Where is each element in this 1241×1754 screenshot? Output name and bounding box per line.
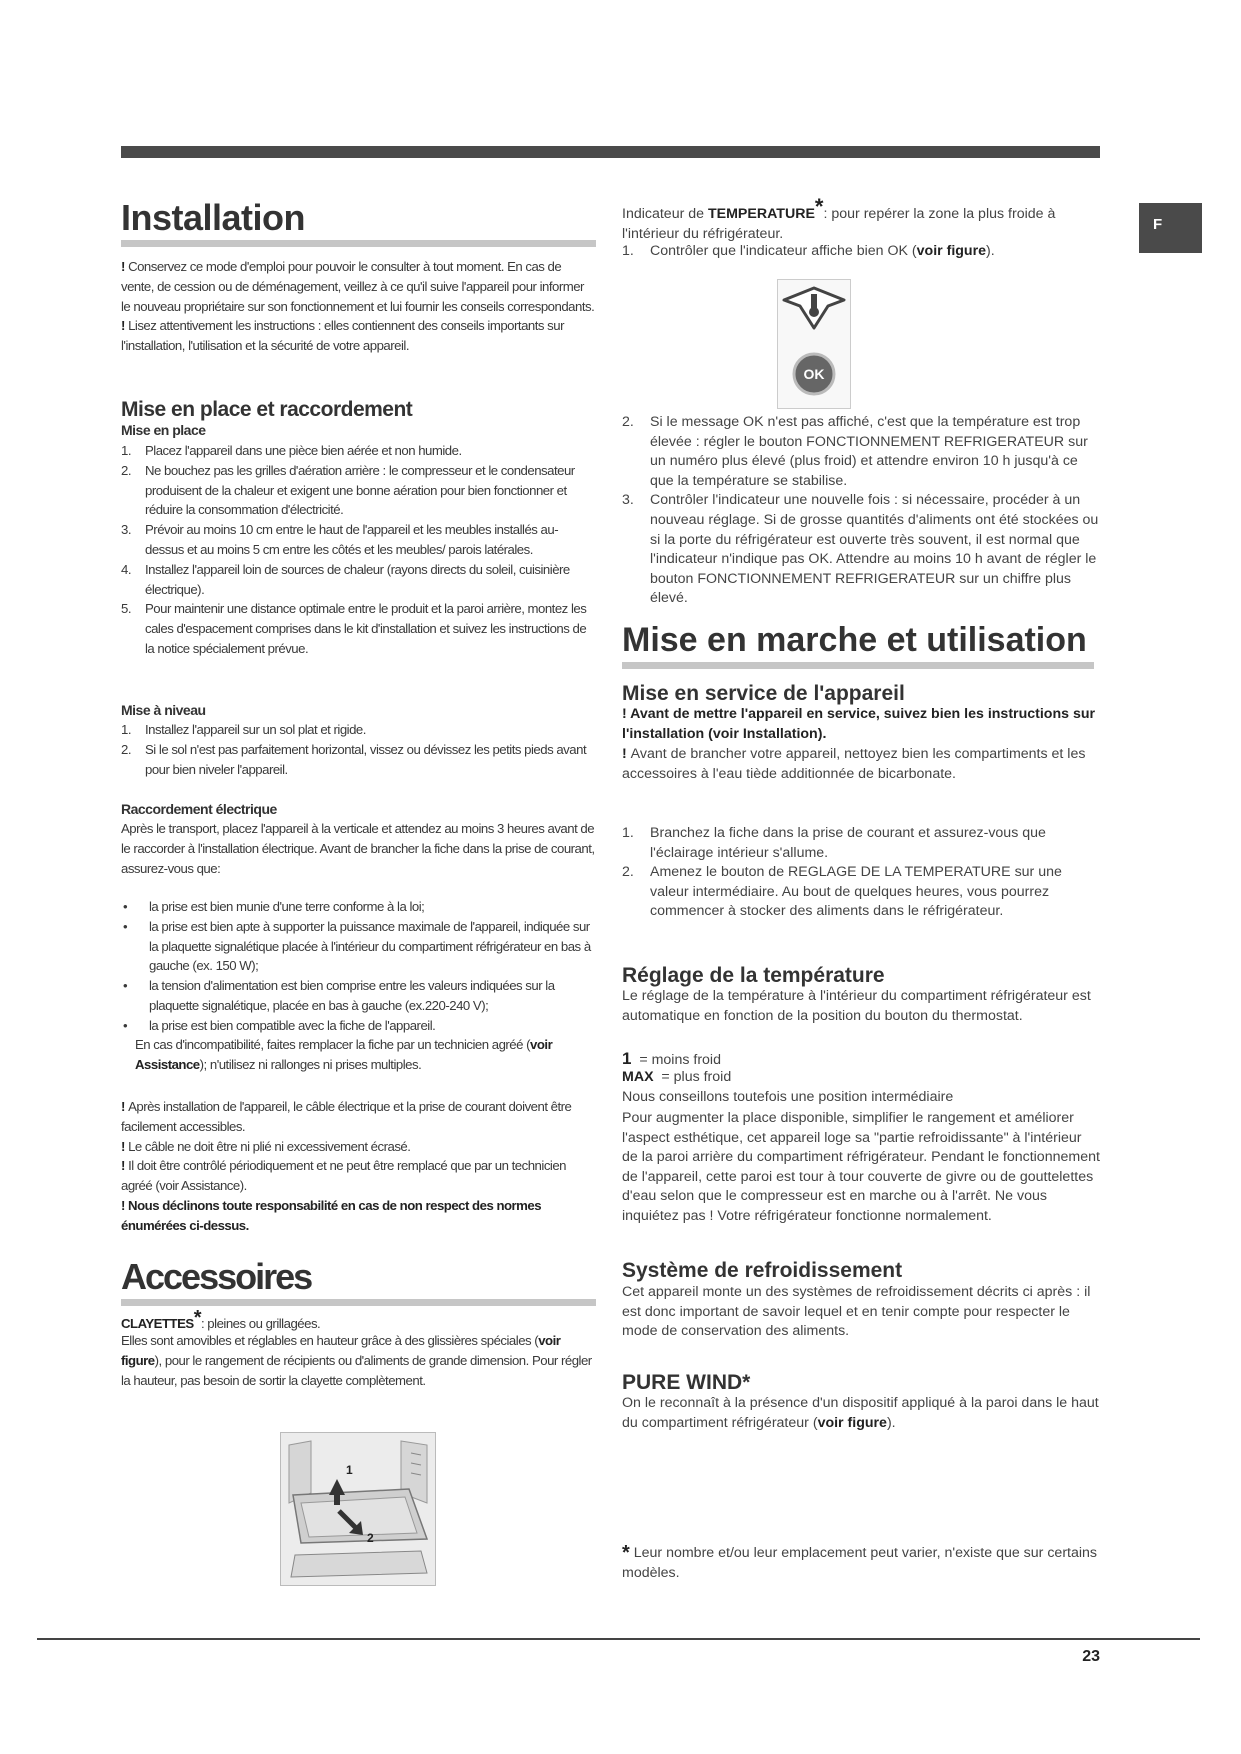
top-rule <box>121 146 1100 158</box>
temperature-indicator-steps <box>622 413 1100 609</box>
incompatibility-note: En cas d'incompatibilité, faites remplacer la fiche par un technicien agréé (voir Assistance); n'utilisez ni rallonges ni prises multiples. <box>135 1037 553 1072</box>
mise-en-service-steps <box>622 824 1100 922</box>
list-item: 1. Branchez la fiche dans la prise de courant et assurez-vous que l'éclairage intérieur s'allume. <box>622 825 1046 861</box>
list-item: 2. Ne bouchez pas les grilles d'aération arrière : le compresseur et le condensateur produisent de la chaleur et exigent une bonne aération pour bien fonctionner et réduire la consommation d'électricité. <box>121 462 575 518</box>
list-item: • la prise est bien compatible avec la fiche de l'appareil. <box>123 1017 436 1033</box>
installation-title: Installation <box>121 198 596 247</box>
list-item: 3. Prévoir au moins 10 cm entre le haut de l'appareil et les meubles installés au-dessus et au moins 5 cm entre les côtés et les meubles/ parois latérales. <box>121 522 559 557</box>
mise-en-service-title: Mise en service de l'appareil <box>622 682 905 705</box>
systeme-title: Système de refroidissement <box>622 1259 903 1282</box>
raccordement-text: Après le transport, placez l'appareil à la verticale et attendez au moins 3 heures avant de le raccorder à l'installation électrique. Avant de brancher la fiche dans la prise de courant, assurez-vous que: <box>121 821 595 876</box>
temperature-indicator-figure <box>777 279 851 409</box>
mise-en-service-bold-note: ! Avant de mettre l'appareil en service, suivez bien les instructions sur l'installation (voir Installation). <box>622 706 1096 742</box>
language-tab <box>1139 203 1202 253</box>
temperature-indicator-intro: Indicateur de TEMPERATURE*: pour repérer la zone la plus froide à l'intérieur du réfrigérateur. <box>622 194 1056 242</box>
voir-figure-link[interactable]: voir figure <box>916 243 987 259</box>
reglage-min: 1 = moins froid <box>622 1049 721 1068</box>
disclaimer-warning: ! Nous déclinons toute responsabilité en cas de non respect des normes énumérées ci-dessus. <box>121 1197 542 1233</box>
clayettes-text: Elles sont amovibles et réglables en hauteur grâce à des glissières spéciales (voir figure), pour le rangement de récipients ou d'aliments de grande dimension. Pour régler la hauteur, pas besoin de sortir la clayette complètement. <box>121 1333 592 1388</box>
list-item: 4. Installez l'appareil loin de sources de chaleur (rayons directs du soleil, cuisinière électrique). <box>121 561 570 597</box>
shelf-illustration <box>281 1433 435 1585</box>
list-item: • la prise est bien munie d'une terre conforme à la loi; <box>123 899 425 914</box>
list-item: 1. Contrôler que l'indicateur affiche bien OK (voir figure). <box>622 243 995 259</box>
language-code: F <box>1153 216 1163 233</box>
reglage-paragraph: Pour augmenter la place disponible, simplifier le rangement et améliorer l'aspect esthétique, cet appareil loge sa "partie refroidissante" à l'intérieur de la paroi arrière du compartiment réfrigérateur. Pendant le fonctionnement de l'appareil, cette paroi est tour à tour couverte de givre ou de gouttelettes d'eau selon que le compresseur est en marche ou à l'arrêt. Ne vous inquiétez pas ! Votre réfrigérateur fonctionne normalement. <box>622 1110 1100 1224</box>
list-item: 2. Si le sol n'est pas parfaitement horizontal, vissez ou dévissez les petits pieds avant pour bien niveler l'appareil. <box>121 741 587 777</box>
raccordement-notes <box>121 1097 596 1236</box>
list-item: • la prise est bien apte à supporter la puissance maximale de l'appareil, indiquée sur la plaquette signalétique placée à l'intérieur du compartiment réfrigérateur en bas à gauche (ex. 150 W); <box>123 918 591 974</box>
figure-label-2: 2 <box>367 1531 374 1545</box>
mise-en-place-list <box>121 441 596 659</box>
intro-paragraph: ! Lisez attentivement les instructions : elles contiennent des conseils importants sur l'installation, l'utilisation et la sécurité de votre appareil. <box>121 318 564 354</box>
accessoires-title: Accessoires <box>121 1257 596 1306</box>
installation-intro <box>121 257 596 356</box>
mise-en-marche-title: Mise en marche et utilisation <box>622 620 1094 669</box>
list-item: 3. Contrôler l'indicateur une nouvelle fois : si nécessaire, procéder à un nouveau réglage. Si de grosse quantités d'aliments ont été stockées ou si la porte du réfrigérateur est ouverte très souvent, il est normal que l'indicateur n'indique pas OK. Attendre au moins 10 h avant de régler le bouton FONCTIONNEMENT REFRIGERATEUR sur un chiffre plus élevé. <box>622 492 1099 607</box>
note: ! Il doit être contrôlé périodiquement et ne peut être remplacé que par un technicien agréé (voir Assistance). <box>121 1158 567 1194</box>
page-number: 23 <box>1082 1648 1100 1665</box>
voir-figure-link[interactable]: voir figure <box>121 1333 561 1368</box>
note: ! Après installation de l'appareil, le câble électrique et la prise de courant doivent être facilement accessibles. <box>121 1099 572 1134</box>
pure-wind-title: PURE WIND* <box>622 1371 751 1394</box>
pure-wind-text: On le reconnaît à la présence d'un dispositif appliqué à la paroi dans le haut du compartiment réfrigérateur (voir figure). <box>622 1395 1099 1431</box>
temperature-indicator-step1 <box>622 242 1100 262</box>
list-item: 2. Amenez le bouton de REGLAGE DE LA TEMPERATURE sur une valeur intermédiaire. Au bout de quelques heures, vous pourrez commencer à stocker des aliments dans le réfrigérateur. <box>622 864 1062 920</box>
raccordement-bullets <box>121 897 596 1036</box>
mise-en-place-title: Mise en place et raccordement <box>121 398 413 421</box>
voir-assistance-link[interactable]: voir Assistance <box>135 1037 553 1072</box>
list-item: 5. Pour maintenir une distance optimale entre le produit et la paroi arrière, montez les cales d'espacement comprises dans le kit d'installation et suivez les instructions de la notice spécialement prévue. <box>121 601 587 656</box>
footnote: * Leur nombre et/ou leur emplacement peut varier, n'existe que sur certains modèles. <box>622 1542 1098 1581</box>
reglage-title: Réglage de la température <box>622 964 885 987</box>
intro-paragraph: ! Conservez ce mode d'emploi pour pouvoir le consulter à tout moment. En cas de vente, de cession ou de déménagement, veillez à ce qu'il suive l'appareil pour informer le nouveau propriétaire sur son fonctionnement et lui fournir les conseils correspondants. <box>121 259 595 314</box>
figure-label-1: 1 <box>346 1463 353 1477</box>
note: ! Le câble ne doit être ni plié ni excessivement écrasé. <box>121 1138 411 1154</box>
ok-badge: OK <box>803 366 825 382</box>
list-item: 1. Placez l'appareil dans une pièce bien aérée et non humide. <box>121 443 462 458</box>
shelf-figure <box>280 1432 436 1586</box>
mise-en-service-note: ! Avant de brancher votre appareil, nettoyez bien les compartiments et les accessoires à l'eau tiède additionnée de bicarbonate. <box>622 746 1086 782</box>
mise-en-place-subtitle: Mise en place <box>121 422 206 438</box>
voir-figure-link[interactable]: voir figure <box>817 1414 887 1431</box>
reglage-max: MAX = plus froid <box>622 1069 732 1085</box>
footer-rule <box>37 1638 1200 1640</box>
clayettes-line: CLAYETTES*: pleines ou grillagées. <box>121 1307 321 1331</box>
reglage-text: Le réglage de la température à l'intérieur du compartiment réfrigérateur est automatique en fonction de la position du bouton du thermostat. <box>622 988 1091 1024</box>
list-item: • la tension d'alimentation est bien comprise entre les valeurs indiquées sur la plaquette signalétique, placée en bas à gauche (ex.220-240 V); <box>123 978 555 1013</box>
raccordement-subtitle: Raccordement électrique <box>121 801 277 817</box>
niveau-list <box>121 720 596 779</box>
reglage-advice: Nous conseillons toutefois une position intermédiaire <box>622 1089 954 1105</box>
list-item: 2. Si le message OK n'est pas affiché, c'est que la température est trop élevée : régler le bouton FONCTIONNEMENT REFRIGERATEUR sur un numéro plus élevé (plus froid) et attendre environ 10 h jusqu'à ce que la température se stabilise. <box>622 414 1088 489</box>
systeme-text: Cet appareil monte un des systèmes de refroidissement décrits ci après : il est donc important de savoir lequel et en tenir compte pour respecter le mode de conservation des aliments. <box>622 1284 1091 1340</box>
list-item: 1. Installez l'appareil sur un sol plat et rigide. <box>121 722 366 737</box>
temperature-indicator-illustration <box>778 280 850 408</box>
niveau-subtitle: Mise à niveau <box>121 702 206 718</box>
